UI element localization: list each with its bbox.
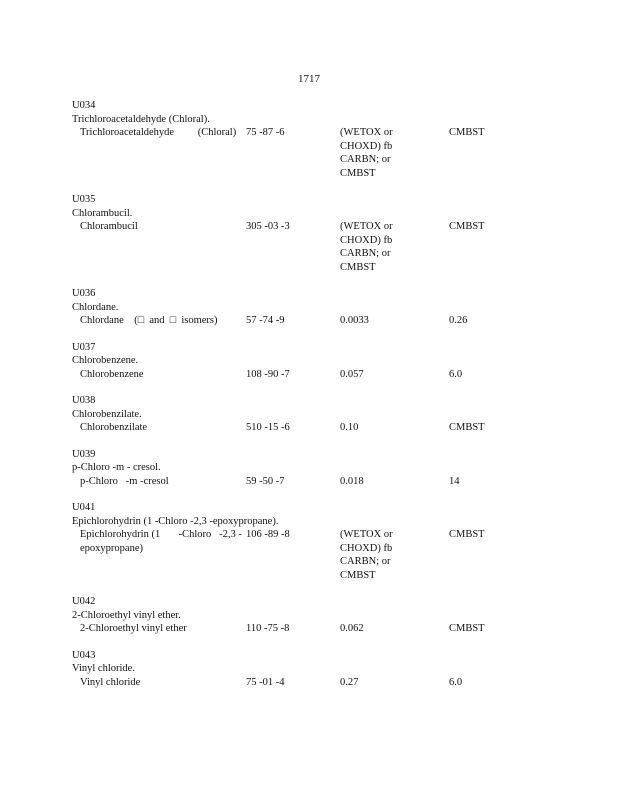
nonwastewater-standard: CMBST (449, 127, 485, 138)
cas-number: 110 -75 -8 (246, 623, 290, 634)
waste-title: Vinyl chloride. (72, 663, 135, 674)
wastewater-standard: (WETOX or CHOXD) fb CARBN; or CMBST (340, 221, 393, 273)
waste-title: Epichlorohydrin (1 -Chloro -2,3 -epoxypropane). (72, 515, 279, 527)
nonwastewater-standard: 6.0 (449, 676, 463, 688)
nonwastewater-standard: CMBST (449, 422, 485, 433)
constituent-row (72, 368, 592, 382)
cas-number: 57 -74 -9 (246, 315, 285, 326)
constituent-name: Chlorobenzilate (80, 422, 148, 433)
nonwastewater-standard: CMBST (449, 221, 485, 232)
waste-title: Chlorambucil. (72, 207, 133, 219)
cas-number: 75 -87 -6 (246, 127, 285, 138)
cas-number: 75 -01 -4 (246, 676, 285, 688)
waste-entry (72, 287, 592, 328)
constituent-name: Chlordane (□ and □ isomers) (80, 315, 218, 326)
waste-code: U043 (72, 649, 96, 661)
waste-title: Chlorobenzilate. (72, 408, 142, 420)
nonwastewater-standard: CMBST (449, 623, 485, 634)
waste-entry (72, 99, 592, 180)
waste-title: 2-Chloroethyl vinyl ether. (72, 609, 181, 621)
cas-number: 59 -50 -7 (246, 475, 285, 487)
waste-code: U039 (72, 448, 96, 460)
wastewater-standard: 0.018 (340, 475, 364, 487)
constituent-name: Chlorambucil (80, 221, 138, 232)
constituent-name: Chlorobenzene (80, 368, 144, 380)
nonwastewater-standard: 6.0 (449, 368, 463, 380)
constituent-row (72, 622, 592, 636)
cas-number: 510 -15 -6 (246, 422, 290, 433)
wastewater-standard: 0.27 (340, 676, 359, 688)
nonwastewater-standard: CMBST (449, 529, 485, 540)
waste-entry (72, 448, 592, 489)
waste-code: U035 (72, 194, 96, 205)
cas-number: 305 -03 -3 (246, 221, 290, 232)
waste-entry (72, 193, 592, 274)
waste-code: U042 (72, 596, 96, 607)
cas-number: 108 -90 -7 (246, 368, 290, 380)
waste-code: U038 (72, 395, 96, 406)
wastewater-standard: (WETOX or CHOXD) fb CARBN; or CMBST (340, 127, 393, 179)
waste-code: U037 (72, 341, 96, 353)
constituent-name: Epichlorohydrin (1 -Chloro -2,3 - epoxypropane) (80, 529, 242, 554)
waste-title: Chlordane. (72, 301, 119, 313)
constituent-row (72, 475, 592, 489)
waste-code: U034 (72, 100, 96, 111)
waste-title: Chlorobenzene. (72, 355, 139, 366)
cas-number: 106 -89 -8 (246, 529, 290, 540)
wastewater-standard: 0.062 (340, 623, 364, 634)
waste-entry (72, 595, 592, 636)
waste-entry (72, 341, 592, 382)
constituent-name: 2-Chloroethyl vinyl ether (80, 623, 187, 634)
waste-entry (72, 501, 592, 582)
nonwastewater-standard: 0.26 (449, 315, 468, 326)
waste-entry (72, 394, 592, 435)
constituent-name: Vinyl chloride (80, 676, 141, 688)
waste-code-list (72, 99, 592, 702)
waste-code: U036 (72, 288, 96, 299)
constituent-row (72, 676, 592, 690)
waste-entry (72, 649, 592, 690)
wastewater-standard: 0.057 (340, 368, 364, 380)
waste-title: p-Chloro -m - cresol. (72, 462, 161, 473)
nonwastewater-standard: 14 (449, 475, 460, 487)
constituent-name: Trichloroacetaldehyde (Chloral) (80, 127, 237, 138)
waste-title: Trichloroacetaldehyde (Chloral). (72, 113, 210, 125)
constituent-name: p-Chloro -m -cresol (80, 475, 169, 487)
constituent-row (72, 421, 592, 435)
page-number: 1717 (298, 73, 320, 85)
constituent-row (72, 126, 592, 180)
wastewater-standard: 0.0033 (340, 315, 369, 326)
constituent-row (72, 314, 592, 328)
waste-code: U041 (72, 502, 96, 513)
constituent-row (72, 220, 592, 274)
wastewater-standard: 0.10 (340, 422, 359, 433)
wastewater-standard: (WETOX or CHOXD) fb CARBN; or CMBST (340, 529, 393, 581)
constituent-row (72, 528, 592, 582)
